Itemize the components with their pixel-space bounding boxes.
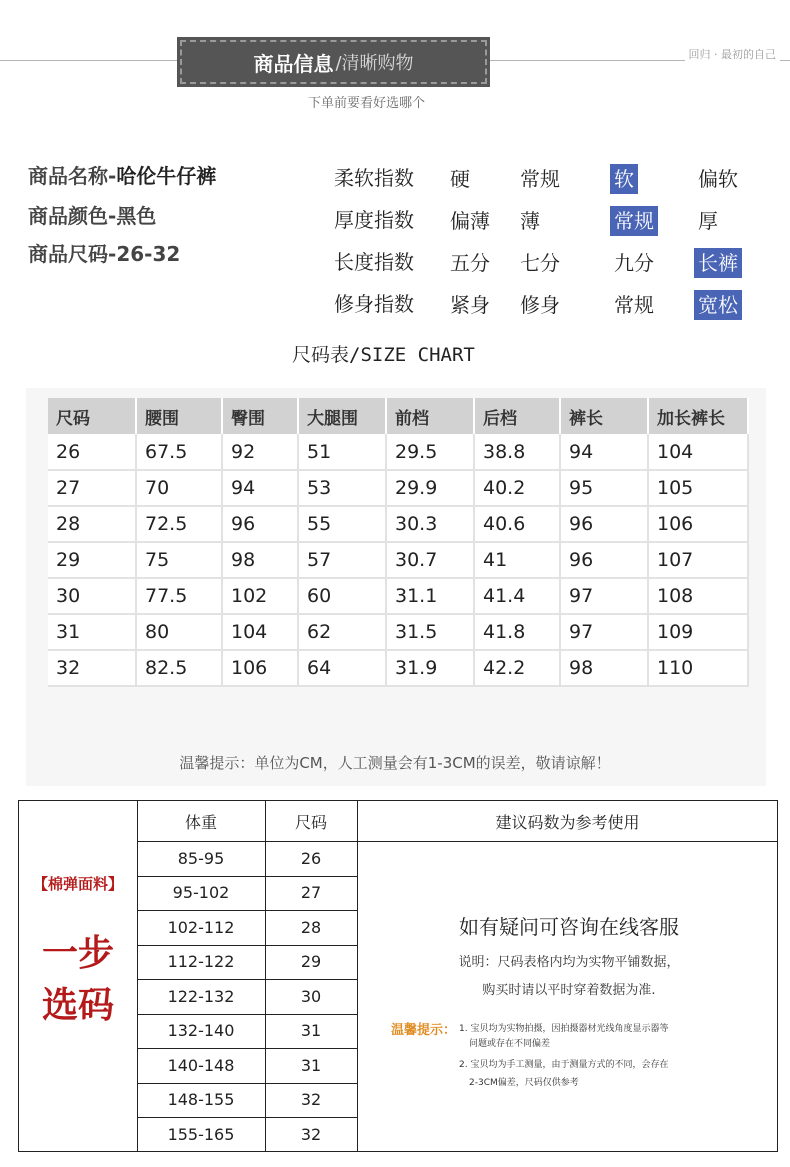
index-option: 常规 — [520, 167, 560, 191]
table-cell: 29.9 — [386, 470, 474, 506]
size-table-header-cell: 大腿围 — [298, 398, 386, 434]
weight-cell: 132-140 — [167, 1021, 235, 1041]
consult-service-text: 如有疑问可咨询在线客服 — [459, 915, 679, 939]
table-cell: 96 — [222, 506, 298, 542]
banner-subtitle: /清晰购物 — [335, 53, 414, 74]
table-cell: 38.8 — [474, 434, 560, 470]
table-cell: 27 — [48, 470, 136, 506]
index-row — [334, 160, 774, 194]
table-cell: 31.1 — [386, 578, 474, 614]
size-cell: 28 — [300, 917, 322, 937]
index-label: 厚度指数 — [334, 208, 414, 232]
table-cell: 55 — [298, 506, 386, 542]
table-cell: 98 — [560, 650, 648, 686]
size-table — [48, 398, 749, 687]
size-cell: 30 — [300, 986, 322, 1006]
banner-caption: 下单前要看好选哪个 — [308, 96, 426, 111]
note-2a: 2. 宝贝均为手工测量，由于测量方式的不同，会存在 — [459, 1060, 669, 1070]
table-cell: 82.5 — [136, 650, 222, 686]
fabric-tag: 【棉弹面料】 — [32, 875, 123, 893]
weight-cell: 95-102 — [172, 883, 230, 903]
col-note-header: 建议码数为参考使用 — [495, 812, 640, 832]
table-cell: 94 — [222, 470, 298, 506]
table-cell: 107 — [648, 542, 748, 578]
index-label: 长度指数 — [334, 250, 414, 274]
product-color — [28, 200, 156, 229]
index-label: 修身指数 — [334, 292, 414, 316]
size-table-header — [48, 398, 748, 434]
weight-cell: 112-122 — [167, 952, 235, 972]
size-table-header-cell: 加长裤长 — [648, 398, 748, 434]
size-table-body — [48, 434, 748, 686]
table-cell: 96 — [560, 542, 648, 578]
size-cell: 31 — [300, 1055, 322, 1075]
size-recommendation-table — [18, 800, 778, 1152]
explain-line-2: 购买时请以平时穿着数据为准. — [482, 983, 656, 998]
table-cell: 108 — [648, 578, 748, 614]
section-banner — [180, 40, 487, 84]
index-option: 九分 — [614, 251, 654, 275]
index-option-selected: 软 — [610, 164, 638, 194]
product-name-value: 哈伦牛仔裤 — [116, 164, 217, 188]
table-cell: 31.5 — [386, 614, 474, 650]
table-cell: 77.5 — [136, 578, 222, 614]
weight-cell: 155-165 — [167, 1124, 235, 1144]
table-cell: 26 — [48, 434, 136, 470]
table-cell: 97 — [560, 578, 648, 614]
index-row — [334, 244, 774, 278]
table-cell: 57 — [298, 542, 386, 578]
table-cell: 31 — [48, 614, 136, 650]
weight-cell: 140-148 — [167, 1055, 235, 1075]
table-cell: 53 — [298, 470, 386, 506]
table-cell: 40.6 — [474, 506, 560, 542]
size-cell: 26 — [300, 848, 322, 868]
table-cell: 30.7 — [386, 542, 474, 578]
table-cell: 41.8 — [474, 614, 560, 650]
size-cell: 32 — [300, 1124, 322, 1144]
note-2b: 2-3CM偏差，尺码仅供参考 — [469, 1078, 579, 1088]
banner-title: 商品信息 — [253, 51, 334, 76]
index-option: 硬 — [450, 167, 470, 191]
table-cell: 98 — [222, 542, 298, 578]
size-cell: 32 — [300, 1090, 322, 1110]
table-cell: 60 — [298, 578, 386, 614]
table-row — [48, 506, 748, 542]
brand-slogan: 回归 · 最初的自己 — [685, 46, 781, 62]
index-option: 偏软 — [698, 167, 738, 191]
table-cell: 29.5 — [386, 434, 474, 470]
table-cell: 97 — [560, 614, 648, 650]
product-size-label: 商品尺码- — [28, 242, 117, 266]
table-cell: 67.5 — [136, 434, 222, 470]
size-table-header-cell: 臀围 — [222, 398, 298, 434]
table-row — [48, 470, 748, 506]
col-size-header: 尺码 — [294, 812, 327, 832]
table-cell: 30.3 — [386, 506, 474, 542]
product-color-value: 黑色 — [116, 204, 157, 228]
weight-cell: 102-112 — [167, 917, 235, 937]
table-cell: 40.2 — [474, 470, 560, 506]
table-cell: 72.5 — [136, 506, 222, 542]
product-size — [28, 238, 180, 267]
table-cell: 32 — [48, 650, 136, 686]
size-chart-title: 尺码表/SIZE CHART — [292, 344, 475, 366]
product-name-label: 商品名称- — [28, 164, 117, 188]
table-cell: 92 — [222, 434, 298, 470]
size-table-header-cell: 裤长 — [560, 398, 648, 434]
index-option: 五分 — [450, 251, 490, 275]
table-cell: 102 — [222, 578, 298, 614]
one-step-text: 一步 — [41, 933, 114, 974]
index-option-selected: 常规 — [610, 206, 658, 236]
explain-line-1: 说明：尺码表格内均为实物平铺数据， — [458, 955, 680, 970]
table-cell: 42.2 — [474, 650, 560, 686]
index-option-selected: 宽松 — [694, 290, 742, 320]
table-cell: 62 — [298, 614, 386, 650]
table-cell: 95 — [560, 470, 648, 506]
size-table-header-cell: 前档 — [386, 398, 474, 434]
table-cell: 51 — [298, 434, 386, 470]
index-option: 紧身 — [450, 293, 490, 317]
table-row — [48, 578, 748, 614]
index-row — [334, 202, 774, 236]
index-option: 偏薄 — [450, 209, 490, 233]
table-cell: 30 — [48, 578, 136, 614]
product-size-value: 26-32 — [116, 242, 181, 266]
table-cell: 75 — [136, 542, 222, 578]
index-label: 柔软指数 — [334, 166, 414, 190]
note-1b: 问题或存在不同偏差 — [469, 1039, 551, 1049]
table-row — [48, 434, 748, 470]
table-cell: 41.4 — [474, 578, 560, 614]
index-option: 常规 — [614, 293, 654, 317]
table-cell: 110 — [648, 650, 748, 686]
index-option: 修身 — [520, 293, 560, 317]
size-table-header-cell: 后档 — [474, 398, 560, 434]
table-cell: 31.9 — [386, 650, 474, 686]
index-option: 七分 — [520, 251, 560, 275]
measurement-tip: 温馨提示：单位为CM，人工测量会有1-3CM的误差，敬请谅解！ — [179, 754, 611, 772]
index-option-selected: 长裤 — [694, 248, 742, 278]
table-cell: 41 — [474, 542, 560, 578]
weight-cell: 148-155 — [167, 1090, 235, 1110]
table-cell: 105 — [648, 470, 748, 506]
weight-cell: 85-95 — [177, 848, 225, 868]
table-cell: 80 — [136, 614, 222, 650]
table-cell: 94 — [560, 434, 648, 470]
table-cell: 106 — [222, 650, 298, 686]
size-table-header-cell: 尺码 — [48, 398, 136, 434]
size-cell: 27 — [300, 883, 322, 903]
index-row — [334, 286, 774, 320]
table-cell: 109 — [648, 614, 748, 650]
table-cell: 29 — [48, 542, 136, 578]
table-cell: 96 — [560, 506, 648, 542]
product-name — [28, 160, 216, 189]
table-cell: 106 — [648, 506, 748, 542]
size-table-header-cell: 腰围 — [136, 398, 222, 434]
table-row — [48, 614, 748, 650]
table-cell: 104 — [222, 614, 298, 650]
size-cell: 31 — [300, 1021, 322, 1041]
table-row — [48, 542, 748, 578]
note-1a: 1. 宝贝均为实物拍摄，因拍摄器材光线角度显示器等 — [459, 1024, 669, 1034]
divider — [357, 801, 358, 1151]
product-color-label: 商品颜色- — [28, 204, 117, 228]
index-option: 薄 — [520, 209, 540, 233]
table-cell: 64 — [298, 650, 386, 686]
table-row — [48, 650, 748, 686]
table-cell: 70 — [136, 470, 222, 506]
pick-size-text: 选码 — [41, 985, 114, 1026]
col-weight-header: 体重 — [184, 812, 217, 832]
table-cell: 104 — [648, 434, 748, 470]
weight-cell: 122-132 — [167, 986, 235, 1006]
index-option: 厚 — [698, 209, 718, 233]
table-cell: 28 — [48, 506, 136, 542]
warm-tip-label: 温馨提示： — [391, 1023, 457, 1038]
size-cell: 29 — [300, 952, 322, 972]
